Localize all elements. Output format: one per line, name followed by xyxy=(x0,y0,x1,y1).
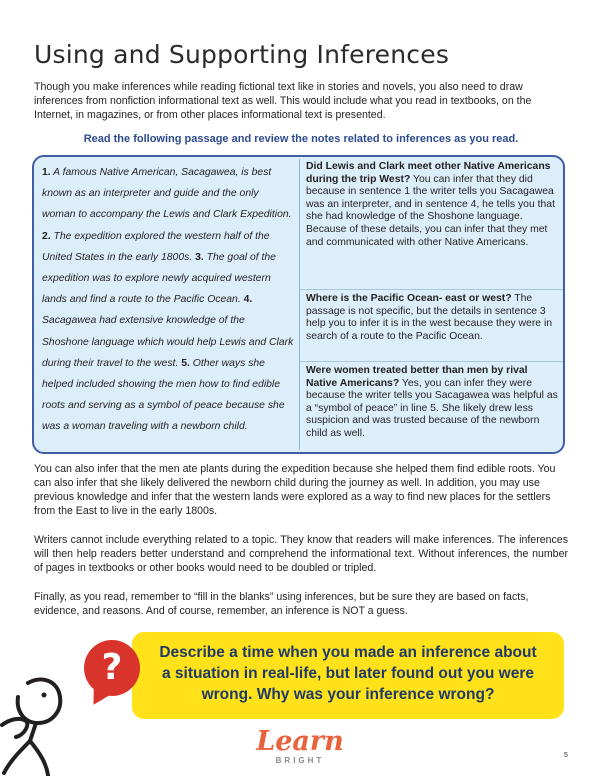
sentence-number: 2. xyxy=(42,230,51,242)
passage-sentence: Sacagawea had extensive knowledge of the Shoshone language which would help Lewis and Clark during their travel to the west. xyxy=(42,315,294,369)
passage-sentence: The expedition explored the western half of the United States in the early 1800s. xyxy=(42,230,270,263)
passage-sentence: The goal of the expedition was to explore newly acquired western lands and find a route to the Pacific Ocean. xyxy=(42,251,276,306)
sentence-number: 4. xyxy=(243,294,253,306)
callout-line: wrong. Why was your inference wrong? xyxy=(201,686,495,703)
sentence-number: 3. xyxy=(195,251,204,263)
page-number: 5 xyxy=(564,752,568,759)
sentence-number: 1. xyxy=(42,167,51,178)
logo-wordmark: Learn xyxy=(256,726,344,757)
note-question: Where is the Pacific Ocean- east or west? xyxy=(306,293,512,304)
thinking-person-icon xyxy=(0,665,95,776)
question-mark-icon: ? xyxy=(84,640,140,696)
note-2 xyxy=(306,293,560,343)
passage-sentence: A famous Native American, Sacagawea, is best known as an interpreter and guide and the only woman to accompany the Lewis and Clark Expedition. xyxy=(42,167,292,221)
callout-text xyxy=(132,642,564,705)
passage-sentence: Other ways she helped included showing the men how to find edible roots and serving as a symbol of peace because she was a woman traveling with a newborn child. xyxy=(42,357,285,433)
callout-line: Describe a time when you made an inference about xyxy=(159,644,537,661)
instruction-text: Read the following passage and review the notes related to inferences as you read. xyxy=(83,133,519,145)
note-answer: The passage is not specific, but the details in sentence 3 help you to infer it is in the west because they were in search of a route to the Pacific Ocean. xyxy=(306,293,553,342)
note-separator xyxy=(300,289,563,290)
column-divider xyxy=(299,159,300,450)
logo-subtitle: BRIGHT xyxy=(275,756,325,765)
note-question: Were women treated better than men by rival Native Americans? xyxy=(306,365,528,389)
intro-paragraph: Though you make inferences while reading fictional text like in stories and novels, you also need to draw inferences from nonfiction informational text as well. This would include what you read in textbooks, on the Internet, in magazines, or from other places informational text is presented. xyxy=(34,81,532,121)
passage-text xyxy=(42,162,294,438)
callout-line: a situation in real-life, but later found out you were xyxy=(161,665,535,682)
note-answer: You can infer that they did because in sentence 1 the writer tells you Sacagawea was an interpreter, and in sentence 4, he tells you that she had knowledge of the Shoshone language. Because of these details, you can infer that they met and communicated with other Native Americans. xyxy=(306,173,555,248)
note-3 xyxy=(306,365,560,441)
note-1 xyxy=(306,161,560,249)
note-separator xyxy=(300,361,563,362)
passage-notes-box xyxy=(32,155,565,454)
body-paragraph-2: You can also infer that the men ate plants during the expedition because she helped them find edible roots. You can also infer that she likely delivered the newborn child during the journey as well. In addition, you may use previous knowledge and infer that the western lands were explored as a way to find new places for the settlers from the East to live in the early 1800s. xyxy=(34,463,556,517)
body-paragraph-4: Finally, as you read, remember to “fill in the blanks” using inferences, but be sure they are based on facts, evidence, and reasons. And of course, remember, an inference is NOT a guess. xyxy=(34,591,529,617)
body-paragraph-3: Writers cannot include everything related to a topic. They know that readers will make inferences. The inferences will then help readers better understand and comprehend the informational text. Without inferences, the number of pages in textbooks or other books would need to be doubled or tripled. xyxy=(34,534,568,574)
learn-bright-logo xyxy=(248,728,352,765)
note-answer: Yes, you can infer they were because the writer tells you Sacagawea was helpful as a “symbol of peace” in line 5. She likely drew less suspicion and was trusted because of the newborn child as well. xyxy=(306,377,558,439)
page-title: Using and Supporting Inferences xyxy=(34,40,450,69)
reflection-callout xyxy=(132,632,564,719)
sentence-number: 5. xyxy=(181,357,190,369)
note-question: Did Lewis and Clark meet other Native Americans during the trip West? xyxy=(306,161,551,185)
